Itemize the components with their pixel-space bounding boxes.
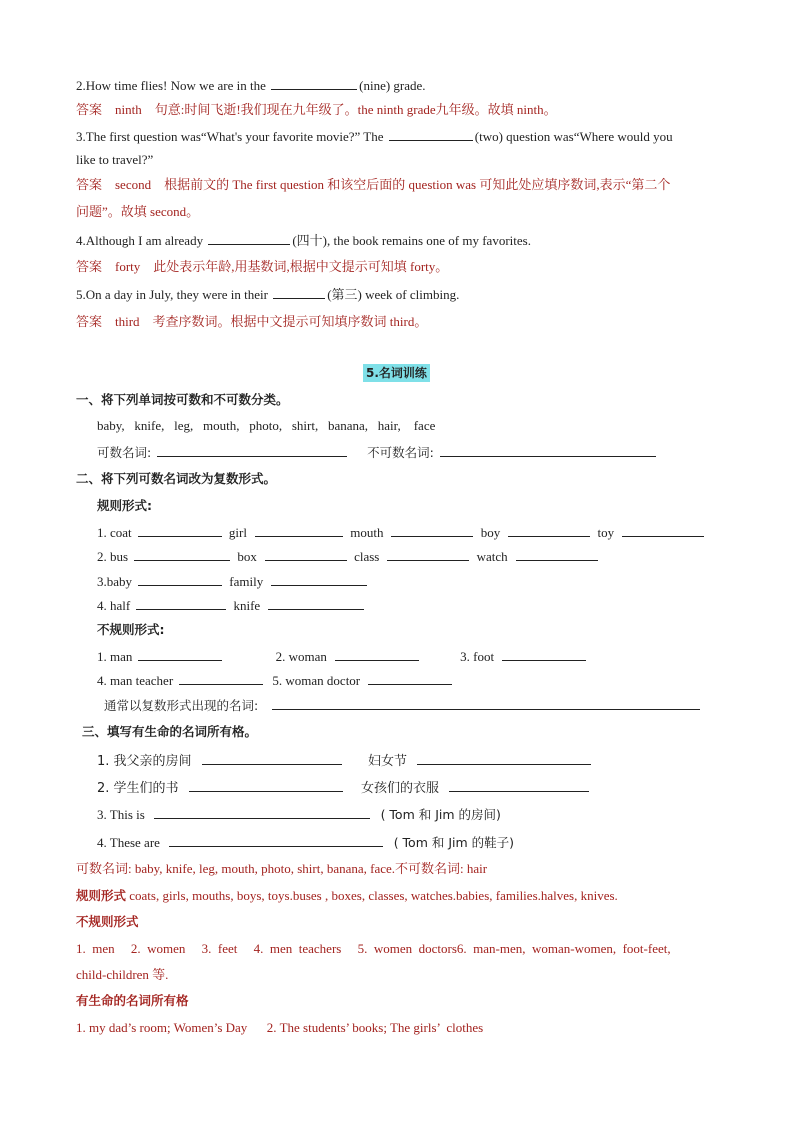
word-foot: 3. foot	[460, 649, 495, 664]
section-title	[363, 364, 430, 382]
tom-jim-room-hint: ( Tom 和 Jim 的房间)	[380, 807, 501, 822]
answer-blank	[138, 524, 222, 537]
answer-blank	[136, 597, 226, 610]
word-half: 4. half	[97, 598, 131, 613]
these-are-prompt: 4. These are	[97, 835, 160, 850]
plural-only-label: 通常以复数形式出现的名词:	[104, 698, 259, 713]
possessive-row-4	[97, 834, 514, 851]
countable-blank	[157, 444, 347, 457]
word-box: box	[237, 549, 257, 564]
word-knife: knife	[233, 598, 261, 613]
countable-row	[97, 444, 658, 461]
answer-blank	[387, 548, 469, 561]
answer-blank	[268, 597, 364, 610]
answer-blank	[271, 573, 367, 586]
word-woman: 2. woman	[275, 649, 327, 664]
students-books-prompt: 2. 学生们的书	[97, 781, 179, 796]
answer-blank	[154, 806, 370, 819]
womens-day-prompt: 妇女节	[367, 754, 407, 769]
answer-regular-title: 规则形式	[76, 888, 127, 903]
regular-row-2	[97, 548, 600, 565]
uncountable-label: 不可数名词:	[367, 445, 434, 460]
question-4-hint: (四十), the book remains one of my favorites.	[292, 233, 531, 248]
answer-blank	[202, 752, 342, 765]
possessive-row-2	[97, 779, 591, 797]
section-title-text: 5.名词训练	[363, 364, 430, 382]
word-watch: watch	[476, 549, 508, 564]
answer-blank	[273, 286, 325, 299]
plural-only-blank	[272, 697, 700, 710]
answer-blank	[516, 548, 598, 561]
answer-possessive: 1. my dad’s room; Women’s Day 2. The students’ books; The girls’ clothes	[76, 1020, 484, 1035]
word-boy: boy	[480, 525, 501, 540]
answer-blank	[271, 77, 357, 90]
answer-blank	[508, 524, 590, 537]
word-woman-doctor: 5. woman doctor	[272, 673, 361, 688]
answer-blank	[417, 752, 591, 765]
word-girl: girl	[228, 525, 247, 540]
irregular-row-1	[97, 648, 588, 665]
question-3-text: 3.The first question was“What's your favorite movie?” The	[76, 129, 384, 144]
question-3-hint: (two) question was“Where would you	[474, 129, 673, 144]
answer-blank	[255, 524, 343, 537]
question-2-hint: (nine) grade.	[359, 78, 426, 93]
answer-countable: 可数名词: baby, knife, leg, mouth, photo, shirt, banana, face.不可数名词: hair	[76, 861, 488, 876]
answer-regular	[76, 888, 618, 904]
answer-3-line2: 问题”。故填 second。	[76, 204, 200, 219]
answer-blank	[335, 648, 419, 661]
regular-row-3	[97, 573, 369, 590]
word-man: 1. man	[97, 649, 133, 664]
girls-clothes-prompt: 女孩们的衣服	[360, 781, 439, 796]
regular-row-4	[97, 597, 366, 614]
possessive-row-1	[97, 752, 593, 770]
answer-blank	[391, 524, 473, 537]
answer-blank	[179, 672, 263, 685]
answer-blank	[189, 779, 343, 792]
question-3-line2: like to travel?”	[76, 152, 154, 167]
question-4	[76, 232, 531, 249]
answer-blank	[449, 779, 589, 792]
question-5-hint: (第三) week of climbing.	[327, 287, 460, 302]
question-2-text: 2.How time flies! Now we are in the	[76, 78, 266, 93]
regular-label: 规则形式:	[97, 498, 152, 513]
question-4-text: 4.Although I am already	[76, 233, 204, 248]
answer-blank	[138, 648, 222, 661]
regular-row-1	[97, 524, 706, 541]
answer-3-line1: 答案 second 根据前文的 The first question 和该空后面的 question was 可知此处应填序数词,表示“第二个	[76, 177, 671, 192]
word-coat: 1. coat	[97, 525, 132, 540]
question-5	[76, 286, 459, 303]
answer-blank	[138, 573, 222, 586]
question-2	[76, 77, 426, 94]
answer-4: 答案 forty 此处表示年龄,用基数词,根据中文提示可知填 forty。	[76, 259, 449, 274]
tom-jim-shoes-hint: ( Tom 和 Jim 的鞋子)	[393, 835, 515, 850]
part1-heading: 一、将下列单词按可数和不可数分类。	[76, 392, 289, 407]
my-fathers-room-prompt: 1. 我父亲的房间	[97, 754, 192, 769]
part1-word-list: baby, knife, leg, mouth, photo, shirt, banana, hair, face	[97, 418, 436, 433]
answer-regular-text: coats, girls, mouths, boys, toys.buses , boxes, classes, watches.babies, families.halves, knives.	[126, 888, 618, 903]
question-5-text: 5.On a day in July, they were in their	[76, 287, 268, 302]
answer-blank	[169, 834, 383, 847]
word-bus: 2. bus	[97, 549, 129, 564]
answer-blank	[265, 548, 347, 561]
part2-heading: 二、将下列可数名词改为复数形式。	[76, 471, 277, 486]
answer-blank	[208, 232, 290, 245]
word-toy: toy	[597, 525, 615, 540]
answer-5: 答案 third 考查序数词。根据中文提示可知填序数词 third。	[76, 314, 428, 329]
uncountable-blank	[440, 444, 656, 457]
answer-possessive-title: 有生命的名词所有格	[76, 993, 189, 1008]
answer-irregular-line2: child-children 等.	[76, 967, 169, 982]
word-class: class	[354, 549, 380, 564]
this-is-prompt: 3. This is	[97, 807, 145, 822]
irregular-row-2	[97, 672, 454, 689]
possessive-row-3	[97, 806, 501, 823]
answer-2: 答案 ninth 句意:时间飞逝!我们现在九年级了。the ninth grade九年级。故填 ninth。	[76, 102, 557, 117]
answer-blank	[622, 524, 704, 537]
word-baby: 3.baby	[97, 574, 133, 589]
answer-irregular-line1: 1. men 2. women 3. feet 4. men teachers 5. women doctors6. man-men, woman-women, foot-feet,	[76, 941, 671, 956]
answer-blank	[134, 548, 230, 561]
word-man-teacher: 4. man teacher	[97, 673, 174, 688]
question-3	[76, 128, 673, 145]
answer-blank	[389, 128, 473, 141]
answer-blank	[368, 672, 452, 685]
part3-heading: 三、填写有生命的名词所有格。	[82, 724, 258, 739]
word-mouth: mouth	[350, 525, 384, 540]
irregular-label: 不规则形式:	[97, 622, 165, 637]
answer-irregular-title: 不规则形式	[76, 914, 139, 929]
countable-label: 可数名词:	[97, 445, 152, 460]
plural-only-row	[104, 697, 702, 714]
answer-blank	[502, 648, 586, 661]
word-family: family	[229, 574, 264, 589]
